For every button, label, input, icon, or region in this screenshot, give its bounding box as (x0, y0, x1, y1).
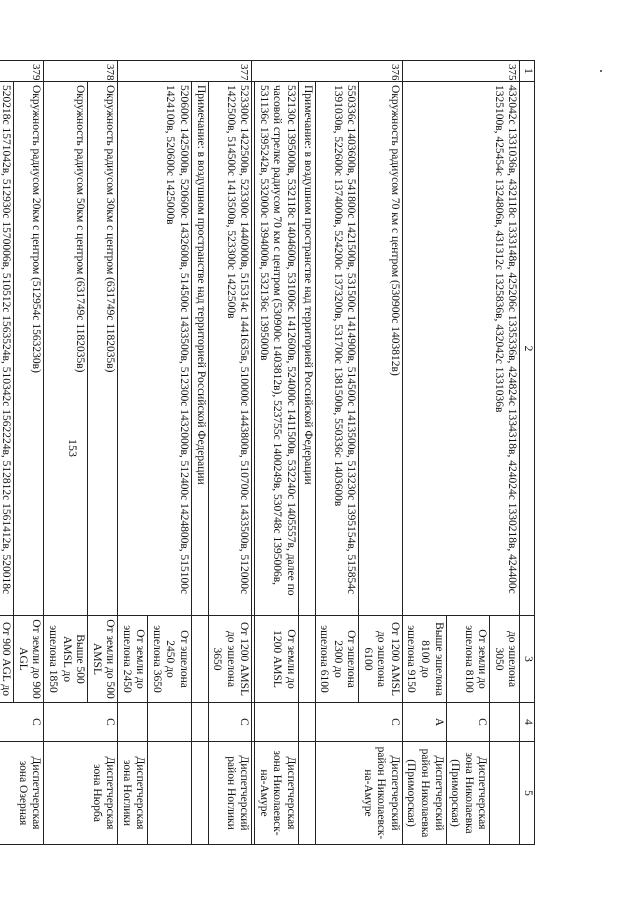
altitude-range: От земли до эшелона 8100 (446, 616, 490, 703)
boundary-coordinates: 532130с 1395000в, 532118с 1404600в, 531006с 1412600в, 524000с 1411500в, 532240с 1405557в, далее по часовой стрелке радиусом 70 км с центром (530900с 1403812в), 523755с 1400249в, 530748с 1395006в, 531136с 1395242в, 532000с 1394000в, 532136с 1395000в (255, 82, 299, 616)
header-col-4: 4 (520, 703, 535, 742)
altitude-range: Выше эшелона 8100 до эшелона 9150 (402, 616, 446, 703)
table-row (359, 61, 403, 845)
boundary-description: Окружность радиусом 20км с центром (512954с 1563230в) (14, 82, 44, 616)
scan-mark (600, 70, 602, 72)
control-unit: Диспетчерский район Николаевка (Приморская) (402, 742, 446, 845)
altitude-range: От земли до эшелона 2450 (118, 616, 148, 703)
empty-cell (255, 703, 299, 742)
empty-cell (192, 742, 209, 845)
note: Примечание: в воздушном пространстве над территорией Российской Федерации (192, 82, 209, 616)
row-number: 375 (402, 61, 520, 82)
empty-cell (299, 616, 316, 703)
table-row (192, 61, 209, 845)
class-cell (490, 703, 520, 742)
empty-cell (118, 703, 148, 742)
table-row (208, 61, 252, 845)
airspace-class: С (208, 703, 252, 742)
altitude-range: до эшелона 3050 (490, 616, 520, 703)
empty-cell (192, 616, 209, 703)
control-unit: Диспетчерская зона Ноглики (118, 742, 148, 845)
table-row (14, 61, 44, 845)
altitude-range: От земли до 1200 AMSL (255, 616, 299, 703)
empty-cell (299, 742, 316, 845)
control-unit: Диспетчерская зона Николаевка (Приморская) (446, 742, 490, 845)
table-row (255, 61, 299, 845)
airspace-class: С (0, 703, 44, 742)
header-col-5: 5 (520, 742, 535, 845)
header-col-1: 1 (520, 61, 535, 82)
empty-cell (299, 703, 316, 742)
table-row (490, 61, 520, 845)
altitude-range: От 1200 AMSL до эшелона 3650 (208, 616, 252, 703)
altitude-range: От земли до 900 AGL (14, 616, 44, 703)
table-row (148, 61, 192, 845)
empty-cell (252, 616, 255, 703)
row-number: 379 (0, 61, 44, 82)
boundary-description: Окружность радиусом 70 км с центром (530900с 1403812в) (359, 82, 403, 616)
airspace-class: С (44, 703, 118, 742)
boundary-coordinates: 432042с 1331036в, 432118с 1333148в, 425206с 1335336в, 424824с 1334318в, 424024с 1330218в, 424400с 1325100в, 425454с 1324806в, 431312с 1325836в, 432042с 1331036в (402, 82, 520, 616)
airspace-table (0, 60, 535, 845)
table-row (252, 61, 255, 845)
empty-cell (252, 82, 255, 616)
control-unit: Диспетчерская зона Озерная (0, 742, 44, 845)
airspace-class: А (402, 703, 446, 742)
note: Примечание: в воздушном пространстве над территорией Российской Федерации (299, 82, 316, 616)
altitude-range: Выше 500 AMSL до эшелона 1850 (44, 616, 88, 703)
boundary-description: Окружность радиусом 50км с центром (631749с 1182035в) (44, 82, 88, 616)
airspace-class: С (315, 703, 402, 742)
header-row (520, 61, 535, 845)
empty-cell (252, 742, 255, 845)
row-number: 376 (252, 61, 403, 82)
empty-cell (252, 703, 255, 742)
altitude-range: От эшелона 2450 до эшелона 3650 (148, 616, 192, 703)
table-row (299, 61, 316, 845)
boundary-coordinates: 520218с 1571042в, 512930с 1570006в, 510512с 1563524в, 510342с 1562224в, 512812с 1561412в, 520018с (0, 82, 14, 616)
control-unit: Диспетчерский район Николаевск-на-Амуре (315, 742, 402, 845)
empty-cell (148, 742, 192, 845)
empty-cell (192, 703, 209, 742)
page-number: 153 (66, 439, 80, 457)
row-number: 377 (118, 61, 252, 82)
header-col-3: 3 (520, 616, 535, 703)
boundary-description: Окружность радиусом 30км с центром (631749с 1182035в) (88, 82, 118, 616)
boundary-coordinates: 520600с 1425000в, 520600с 1432600в, 514500с 1433500в, 512300с 1432000в, 512400с 1424800в, 515100с 1424100в, 520600с 1425000в (118, 82, 192, 616)
boundary-coordinates: 550336с 1403600в, 541800с 1421500в, 531500с 1414900в, 514500с 1413500в, 513230с 1395154в, 515854с 1391030в, 522600с 1374000в, 524200с 1373200в, 531700с 1381500в, 550336с 1403600в (315, 82, 359, 616)
rotated-table-container (0, 60, 535, 845)
boundary-coordinates: 523300с 1422500в, 523300с 1440000в, 515314с 1441635в, 510000с 1443800в, 510700с 1433500в, 512000с 1422500в, 514500с 1413500в, 523300с 1422500в (208, 82, 252, 616)
row-number: 378 (44, 61, 118, 82)
altitude-range: От 900 AGL до (0, 616, 14, 703)
control-unit: Диспетчерская зона Николаевск-на-Амуре (255, 742, 299, 845)
altitude-range: От земли до 500 AMSL (88, 616, 118, 703)
header-col-2: 2 (520, 82, 535, 616)
unit-cell (490, 742, 520, 845)
altitude-range: От 1200 AMSL до эшелона 6100 (359, 616, 403, 703)
control-unit: Диспетчерский район Ноглики (208, 742, 252, 845)
altitude-range: От эшелона 2300 до эшелона 6100 (315, 616, 359, 703)
airspace-class: С (446, 703, 490, 742)
control-unit: Диспетчерская зона Нюрба (44, 742, 118, 845)
empty-cell (148, 703, 192, 742)
table-row (88, 61, 118, 845)
